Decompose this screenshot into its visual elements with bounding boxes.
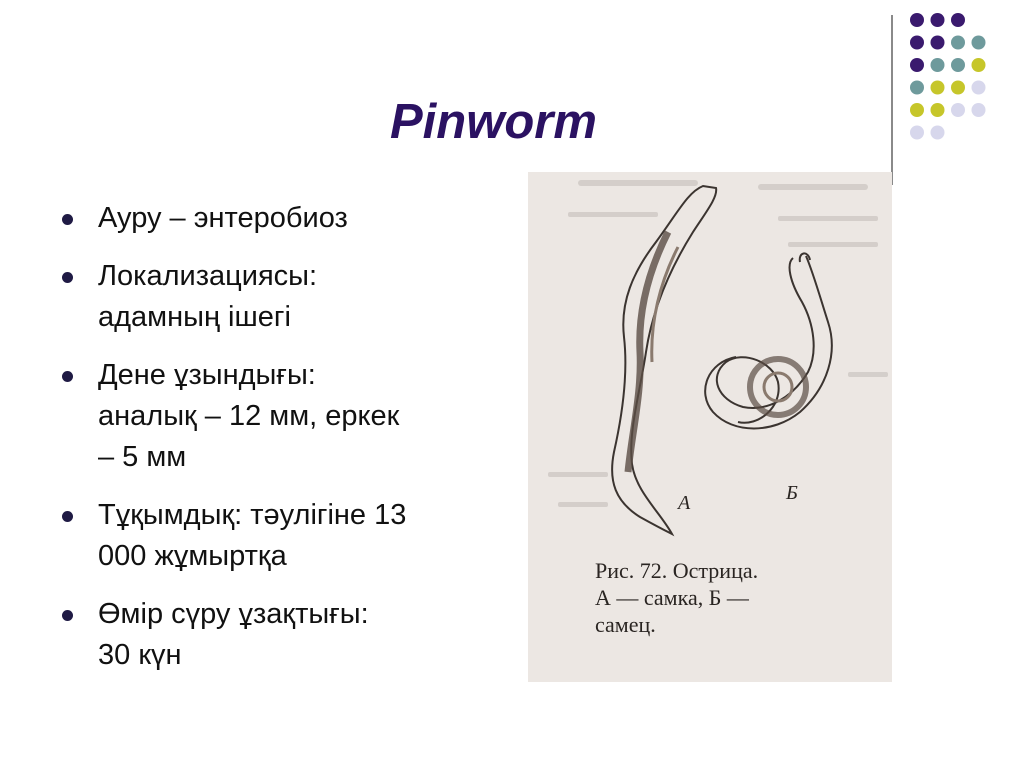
bullet-line: Тұқымдық: тәулігіне 13 <box>98 499 407 531</box>
bullet-line: Өмір сүру ұзақтығы: <box>98 598 369 630</box>
bullet-body-length <box>62 355 532 478</box>
bullet-line: Дене ұзындығы: <box>98 359 316 391</box>
decorative-dot <box>972 81 986 95</box>
bullet-line: 30 күн <box>98 639 182 671</box>
bullet-line: адамның ішегі <box>98 301 291 333</box>
decorative-dot <box>972 103 986 117</box>
decorative-dot <box>972 36 986 50</box>
bullet-localization <box>62 256 532 338</box>
decorative-dot <box>910 81 924 95</box>
decorative-vertical-line <box>891 15 893 185</box>
female-worm <box>612 186 716 534</box>
caption-line: самец. <box>595 612 656 637</box>
caption-line: Рис. 72. Острица. <box>595 558 759 583</box>
bullet-dot-icon <box>62 610 73 621</box>
bullet-list <box>62 198 532 693</box>
decorative-dot <box>931 81 945 95</box>
bullet-line: аналық – 12 мм, еркек <box>98 400 400 432</box>
bullet-line: Локализациясы: <box>98 260 318 292</box>
decorative-dot <box>931 36 945 50</box>
decorative-dot <box>910 58 924 72</box>
bullet-lifespan <box>62 594 532 676</box>
label-male: Б <box>786 482 798 504</box>
bullet-dot-icon <box>62 272 73 283</box>
label-female: А <box>678 492 691 514</box>
bullet-line: 000 жұмыртқа <box>98 540 287 572</box>
decorative-dot <box>951 58 965 72</box>
decorative-dot <box>931 126 945 140</box>
decorative-dot <box>910 103 924 117</box>
male-worm <box>705 253 832 428</box>
decorative-dot <box>931 58 945 72</box>
decorative-dot <box>931 103 945 117</box>
bullet-line: – 5 мм <box>98 441 187 473</box>
bullet-dot-icon <box>62 371 73 382</box>
decorative-dot <box>951 36 965 50</box>
decorative-dot <box>951 81 965 95</box>
figure-caption <box>595 557 885 638</box>
bullet-dot-icon <box>62 214 73 225</box>
decorative-dot <box>910 13 924 27</box>
decorative-dot <box>972 58 986 72</box>
decorative-dot <box>951 13 965 27</box>
decorative-dot <box>910 126 924 140</box>
pinworm-illustration <box>528 172 892 682</box>
bullet-line: Ауру – энтеробиоз <box>98 202 348 234</box>
decorative-dot <box>931 13 945 27</box>
decorative-dot <box>910 36 924 50</box>
caption-line: А — самка, Б — <box>595 585 749 610</box>
bullet-disease <box>62 198 532 239</box>
bullet-fertility <box>62 495 532 577</box>
decorative-dot <box>951 103 965 117</box>
slide-title: Pinworm <box>390 95 597 149</box>
bullet-dot-icon <box>62 511 73 522</box>
